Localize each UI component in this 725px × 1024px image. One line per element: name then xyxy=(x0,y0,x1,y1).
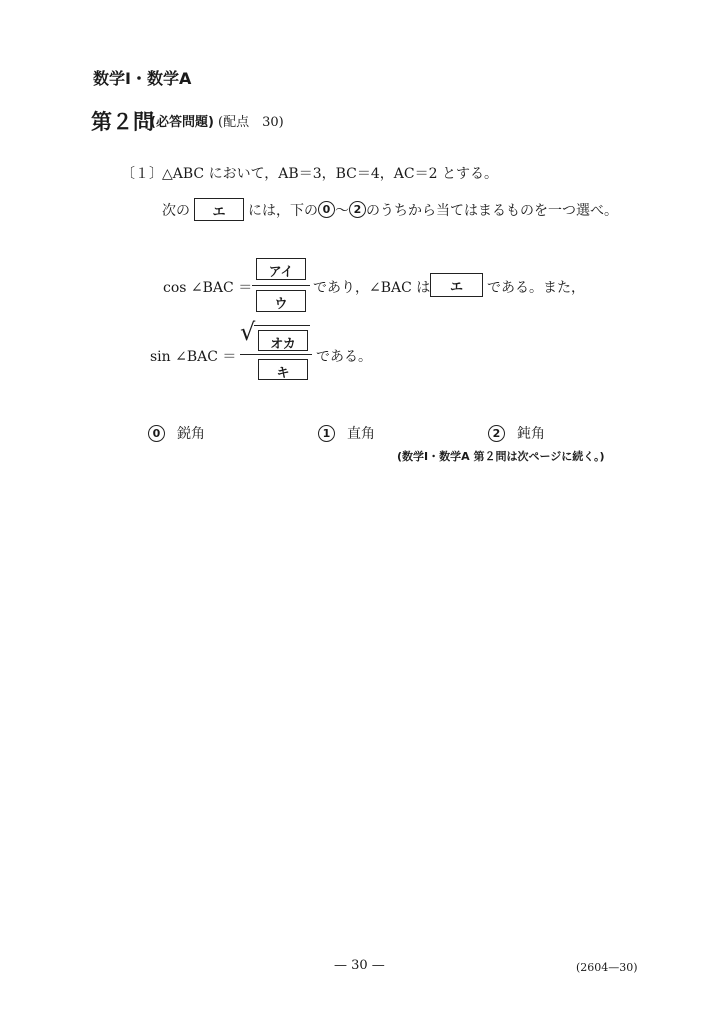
sqrt-overline xyxy=(254,325,310,326)
points-label: (配点 30) xyxy=(218,115,284,130)
answer-box-u[interactable]: ウ xyxy=(256,290,306,312)
choice-marker-0: 0 xyxy=(318,201,335,218)
cos-fraction-bar xyxy=(252,285,310,286)
choice-2 xyxy=(488,423,545,443)
cos-label: cos ∠BAC ＝ xyxy=(163,280,253,296)
sin-label: sin ∠BAC ＝ xyxy=(150,349,237,365)
answer-box-e[interactable]: エ xyxy=(194,198,244,221)
answer-box-e-2[interactable]: エ xyxy=(430,273,483,297)
continue-note: (数学Ⅰ・数学A 第２問は次ページに続く。) xyxy=(397,450,605,463)
choice-number-1: 1 xyxy=(318,425,335,442)
answer-box-ai[interactable]: アイ xyxy=(256,258,306,280)
choice-label-2: 鈍角 xyxy=(517,426,545,442)
sin-fraction-bar xyxy=(240,354,312,355)
choice-0 xyxy=(148,423,205,443)
sin-after: である。 xyxy=(316,349,372,365)
part1-number: 〔１〕 xyxy=(121,166,163,182)
required-label: (必答問題) xyxy=(150,115,214,130)
choice-number-2: 2 xyxy=(488,425,505,442)
choice-number-0: 0 xyxy=(148,425,165,442)
instruction-mid: には，下の xyxy=(248,202,318,219)
page-number: — 30 — xyxy=(334,958,385,973)
part1-statement: △ABC において，AB＝3，BC＝4，AC＝2 とする。 xyxy=(162,166,498,182)
angle-after: である。また， xyxy=(487,280,585,296)
subject-heading: 数学Ⅰ・数学A xyxy=(93,69,192,88)
sqrt-symbol: √ xyxy=(240,318,256,346)
instruction-prefix: 次の xyxy=(162,202,190,219)
instruction-suffix: のうちから当てはまるものを一つ選べ。 xyxy=(366,202,618,219)
choice-1 xyxy=(318,423,375,443)
choice-marker-2: 2 xyxy=(349,201,366,218)
choice-label-1: 直角 xyxy=(347,426,375,442)
answer-box-oka[interactable]: オカ xyxy=(258,330,308,351)
choice-label-0: 鋭角 xyxy=(177,426,205,442)
answer-box-ki[interactable]: キ xyxy=(258,359,308,380)
exam-code: (2604—30) xyxy=(576,961,638,974)
question-meta xyxy=(150,111,284,130)
question-title: 第２問 xyxy=(91,110,154,134)
instruction-line xyxy=(162,198,618,221)
instruction-tilde: ～ xyxy=(335,202,349,219)
cos-after: であり，∠BAC は xyxy=(313,280,431,296)
